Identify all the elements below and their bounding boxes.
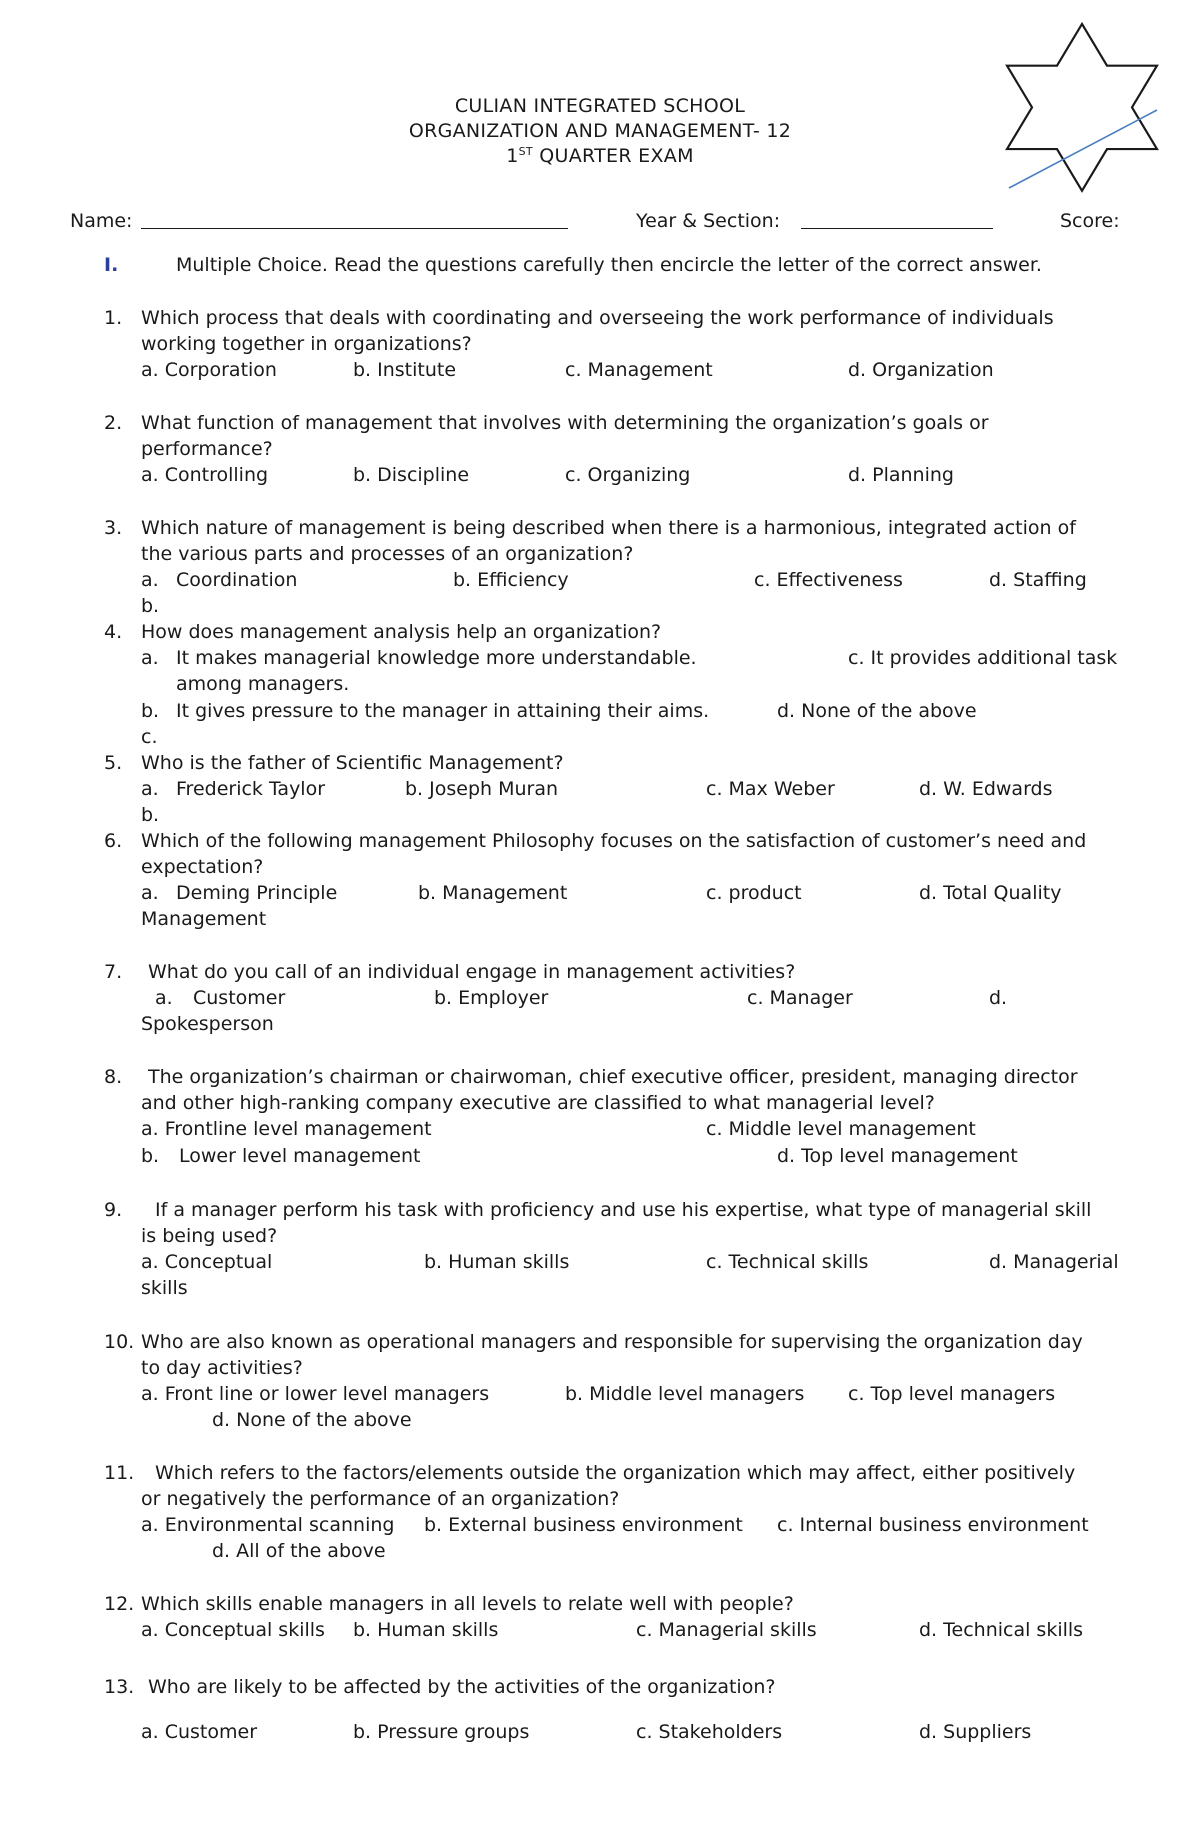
choice-a[interactable]: a. Environmental scanning: [141, 1514, 395, 1536]
choice-a[interactable]: a. Corporation: [141, 359, 277, 381]
choice-b[interactable]: b. Discipline: [353, 464, 470, 486]
choice-b[interactable]: Lower level management: [179, 1145, 421, 1167]
choice-b[interactable]: It gives pressure to the manager in attaining their aims.: [176, 700, 710, 722]
choice-b[interactable]: b. Pressure groups: [353, 1721, 530, 1743]
exam-label: QUARTER EXAM: [539, 145, 694, 167]
choice-c[interactable]: c. Manager: [747, 987, 853, 1009]
choice-c[interactable]: c. Internal business environment: [777, 1514, 1089, 1536]
question-text: or negatively the performance of an organization?: [141, 1488, 620, 1510]
stray-letter: b.: [141, 804, 160, 826]
year-section-label: Year & Section:: [636, 210, 781, 232]
choice-a-letter[interactable]: a.: [141, 882, 159, 904]
choice-b[interactable]: b. Middle level managers: [565, 1383, 805, 1405]
question-number: 8.: [104, 1066, 123, 1088]
choice-a[interactable]: a. Controlling: [141, 464, 269, 486]
choice-c[interactable]: c. It provides additional task: [848, 647, 1118, 669]
question-text: performance?: [141, 438, 273, 460]
section-instruction: Multiple Choice. Read the questions carefully then encircle the letter of the correct answer.: [176, 254, 1042, 276]
choice-a[interactable]: Customer: [193, 987, 286, 1009]
name-label: Name:: [70, 210, 133, 232]
choice-a[interactable]: a. Frontline level management: [141, 1118, 432, 1140]
choice-c[interactable]: c. Technical skills: [706, 1251, 869, 1273]
question-number: 11.: [104, 1462, 135, 1484]
choice-c[interactable]: c. Effectiveness: [754, 569, 903, 591]
school-name: CULIAN INTEGRATED SCHOOL: [454, 95, 746, 117]
choice-d-continued: Spokesperson: [141, 1013, 274, 1035]
question-text: working together in organizations?: [141, 333, 472, 355]
choice-b[interactable]: b. Human skills: [424, 1251, 570, 1273]
question-text: What function of management that involves with determining the organization’s goals or: [141, 412, 989, 434]
section-numeral: I.: [104, 254, 119, 276]
choice-c[interactable]: c. Management: [565, 359, 713, 381]
question-number: 1.: [104, 307, 123, 329]
exam-ordinal: ST: [518, 145, 533, 158]
stray-letter: b.: [141, 595, 160, 617]
choice-a[interactable]: Frederick Taylor: [176, 778, 326, 800]
question-number: 3.: [104, 517, 123, 539]
question-text: Who are likely to be affected by the activities of the organization?: [148, 1676, 776, 1698]
question-text: Which refers to the factors/elements outside the organization which may affect, either positively: [155, 1462, 1076, 1484]
choice-b-letter[interactable]: b.: [141, 700, 160, 722]
question-text: Who is the father of Scientific Management?: [141, 752, 564, 774]
question-text: If a manager perform his task with proficiency and use his expertise, what type of managerial skill: [155, 1199, 1092, 1221]
choice-c-continued: among managers.: [176, 673, 350, 695]
choice-b[interactable]: b. Employer: [434, 987, 549, 1009]
question-text: The organization’s chairman or chairwoman, chief executive officer, president, managing director: [148, 1066, 1078, 1088]
question-number: 5.: [104, 752, 123, 774]
year-section-field[interactable]: [801, 228, 993, 229]
choice-a-letter[interactable]: a.: [141, 569, 159, 591]
choice-d[interactable]: d. Suppliers: [919, 1721, 1032, 1743]
choice-a-letter[interactable]: a.: [155, 987, 173, 1009]
question-number: 2.: [104, 412, 123, 434]
choice-c[interactable]: c. Top level managers: [848, 1383, 1056, 1405]
choice-b-letter[interactable]: b.: [141, 1145, 160, 1167]
question-text: and other high-ranking company executive are classified to what managerial level?: [141, 1092, 935, 1114]
choice-d[interactable]: d. None of the above: [777, 700, 977, 722]
question-text: expectation?: [141, 856, 264, 878]
question-text: Which of the following management Philosophy focuses on the satisfaction of customer’s need and: [141, 830, 1087, 852]
choice-d[interactable]: d. Technical skills: [919, 1619, 1084, 1641]
choice-b[interactable]: b. Institute: [353, 359, 457, 381]
choice-a[interactable]: a. Front line or lower level managers: [141, 1383, 490, 1405]
choice-d-continued: Management: [141, 908, 267, 930]
choice-b[interactable]: b. Human skills: [353, 1619, 499, 1641]
exam-number: 1: [506, 145, 519, 167]
choice-c[interactable]: c. Middle level management: [706, 1118, 976, 1140]
choice-c[interactable]: c. Max Weber: [706, 778, 835, 800]
question-text: Which skills enable managers in all levels to relate well with people?: [141, 1593, 794, 1615]
choice-c[interactable]: c. product: [706, 882, 802, 904]
choice-d[interactable]: d. Total Quality: [919, 882, 1062, 904]
choice-c[interactable]: c. Managerial skills: [636, 1619, 817, 1641]
choice-b[interactable]: b. Management: [418, 882, 568, 904]
question-text: Which nature of management is being described when there is a harmonious, integrated action of: [141, 517, 1076, 539]
question-text: the various parts and processes of an organization?: [141, 543, 634, 565]
choice-d[interactable]: d. None of the above: [212, 1409, 412, 1431]
choice-a[interactable]: a. Customer: [141, 1721, 258, 1743]
name-field[interactable]: [141, 228, 568, 229]
question-text: Who are also known as operational managers and responsible for supervising the organization day: [141, 1331, 1083, 1353]
choice-a[interactable]: It makes managerial knowledge more understandable.: [176, 647, 697, 669]
question-number: 12.: [104, 1593, 135, 1615]
choice-d[interactable]: d. Staffing: [989, 569, 1087, 591]
choice-c[interactable]: c. Stakeholders: [636, 1721, 783, 1743]
question-number: 7.: [104, 961, 123, 983]
question-number: 9.: [104, 1199, 123, 1221]
choice-d[interactable]: d. All of the above: [212, 1540, 386, 1562]
choice-b[interactable]: b. External business environment: [424, 1514, 743, 1536]
question-number: 6.: [104, 830, 123, 852]
question-text: What do you call of an individual engage in management activities?: [148, 961, 796, 983]
choice-b[interactable]: b. Joseph Muran: [405, 778, 559, 800]
choice-d[interactable]: d. Top level management: [777, 1145, 1018, 1167]
choice-a-letter[interactable]: a.: [141, 778, 159, 800]
choice-a[interactable]: a. Conceptual skills: [141, 1619, 325, 1641]
question-number: 10.: [104, 1331, 135, 1353]
question-text: is being used?: [141, 1225, 278, 1247]
choice-a[interactable]: a. Conceptual: [141, 1251, 273, 1273]
choice-d[interactable]: d. Organization: [848, 359, 994, 381]
stray-letter: c.: [141, 726, 158, 748]
choice-a[interactable]: Coordination: [176, 569, 298, 591]
question-text: to day activities?: [141, 1357, 303, 1379]
question-number: 4.: [104, 621, 123, 643]
subject-title: ORGANIZATION AND MANAGEMENT- 12: [408, 120, 792, 142]
question-number: 13.: [104, 1676, 135, 1698]
exam-title: [0, 143, 1200, 169]
question-text: How does management analysis help an organization?: [141, 621, 662, 643]
choice-d[interactable]: d. Planning: [848, 464, 954, 486]
choice-d-continued: skills: [141, 1277, 188, 1299]
choice-a[interactable]: Deming Principle: [176, 882, 338, 904]
question-text: Which process that deals with coordinating and overseeing the work performance of individuals: [141, 307, 1054, 329]
choice-d[interactable]: d.: [989, 987, 1008, 1009]
choice-d[interactable]: d. W. Edwards: [919, 778, 1053, 800]
choice-d[interactable]: d. Managerial: [989, 1251, 1119, 1273]
choice-a-letter[interactable]: a.: [141, 647, 159, 669]
choice-b[interactable]: b. Efficiency: [453, 569, 569, 591]
score-label: Score:: [1060, 210, 1120, 232]
choice-c[interactable]: c. Organizing: [565, 464, 691, 486]
